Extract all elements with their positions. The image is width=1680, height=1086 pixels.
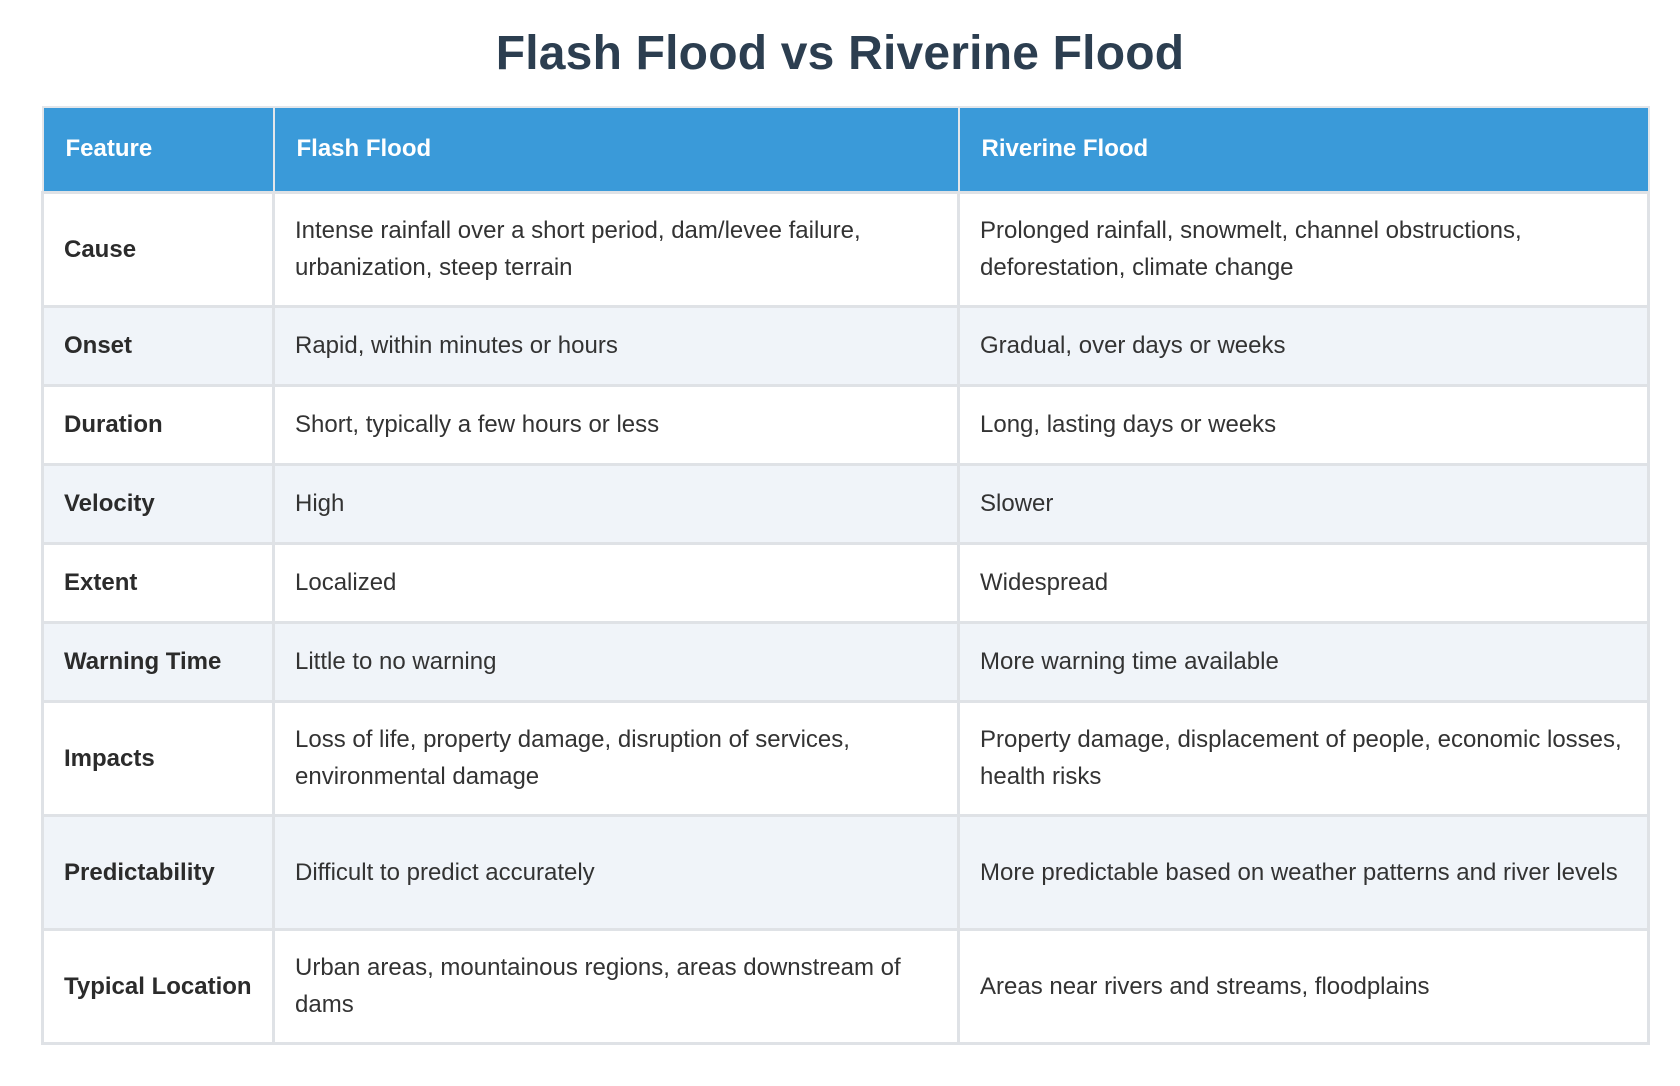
- flash-flood-cell: High: [274, 464, 959, 543]
- feature-cell: Onset: [43, 306, 274, 385]
- table-row-duration: [43, 385, 1649, 464]
- riverine-flood-cell: Gradual, over days or weeks: [959, 306, 1649, 385]
- table-row-velocity: [43, 464, 1649, 543]
- flash-flood-cell: Difficult to predict accurately: [274, 815, 959, 929]
- table-row-impacts: [43, 701, 1649, 815]
- riverine-flood-cell: Slower: [959, 464, 1649, 543]
- table-row-typical-location: [43, 929, 1649, 1043]
- flash-flood-cell: Localized: [274, 543, 959, 622]
- flash-flood-cell: Intense rainfall over a short period, dam/levee failure, urbanization, steep terrain: [274, 192, 959, 306]
- riverine-flood-cell: More predictable based on weather patterns and river levels: [959, 815, 1649, 929]
- riverine-flood-cell: Long, lasting days or weeks: [959, 385, 1649, 464]
- riverine-flood-cell: Property damage, displacement of people, economic losses, health risks: [959, 701, 1649, 815]
- column-header-feature: Feature: [43, 107, 274, 192]
- feature-cell: Impacts: [43, 701, 274, 815]
- feature-cell: Extent: [43, 543, 274, 622]
- table-row-extent: [43, 543, 1649, 622]
- flash-flood-cell: Little to no warning: [274, 622, 959, 701]
- feature-cell: Warning Time: [43, 622, 274, 701]
- flash-flood-cell: Short, typically a few hours or less: [274, 385, 959, 464]
- flash-flood-cell: Urban areas, mountainous regions, areas downstream of dams: [274, 929, 959, 1043]
- feature-cell: Typical Location: [43, 929, 274, 1043]
- flash-flood-cell: Rapid, within minutes or hours: [274, 306, 959, 385]
- riverine-flood-cell: More warning time available: [959, 622, 1649, 701]
- table-row-cause: [43, 192, 1649, 306]
- riverine-flood-cell: Prolonged rainfall, snowmelt, channel obstructions, deforestation, climate change: [959, 192, 1649, 306]
- comparison-table: [41, 106, 1650, 1045]
- column-header-riverine-flood: Riverine Flood: [959, 107, 1649, 192]
- table-row-predictability: [43, 815, 1649, 929]
- feature-cell: Predictability: [43, 815, 274, 929]
- riverine-flood-cell: Areas near rivers and streams, floodplains: [959, 929, 1649, 1043]
- table-row-warning-time: [43, 622, 1649, 701]
- table-row-onset: [43, 306, 1649, 385]
- feature-cell: Velocity: [43, 464, 274, 543]
- flash-flood-cell: Loss of life, property damage, disruption of services, environmental damage: [274, 701, 959, 815]
- table-header-row: [43, 107, 1649, 192]
- page-title: Flash Flood vs Riverine Flood: [495, 27, 1185, 80]
- riverine-flood-cell: Widespread: [959, 543, 1649, 622]
- feature-cell: Cause: [43, 192, 274, 306]
- column-header-flash-flood: Flash Flood: [274, 107, 959, 192]
- feature-cell: Duration: [43, 385, 274, 464]
